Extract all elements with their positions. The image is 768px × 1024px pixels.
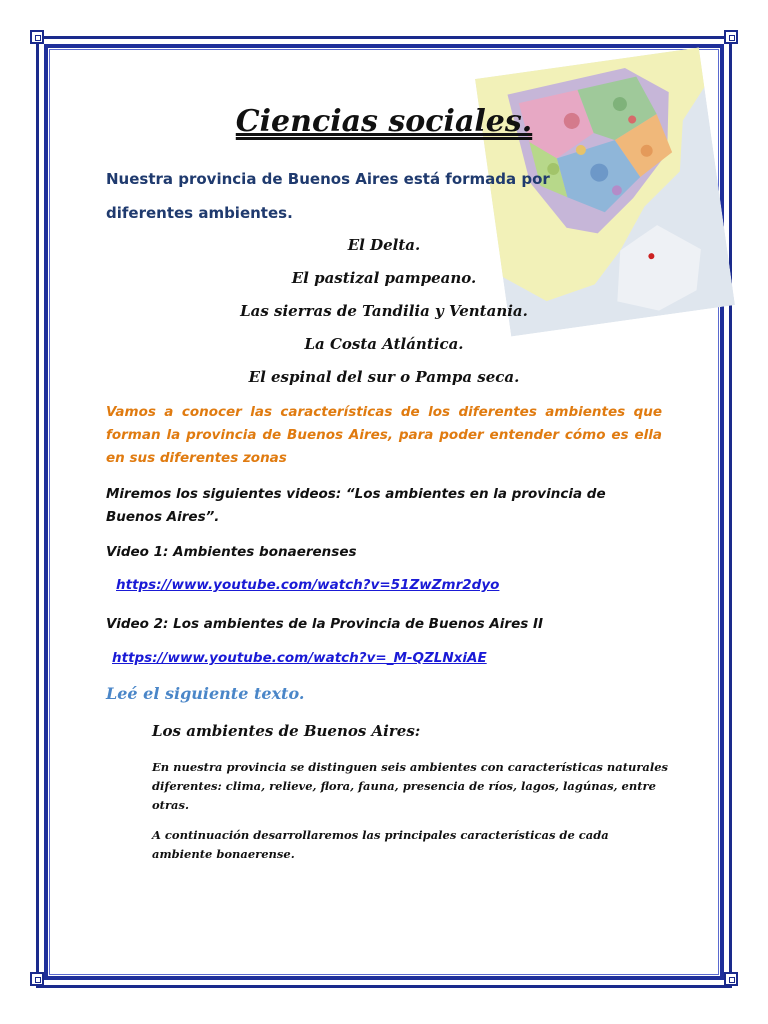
intro-text: Nuestra provincia de Buenos Aires está formada por diferentes ambientes. — [106, 170, 550, 222]
video-2-link[interactable]: https://www.youtube.com/watch?v=_M-QZLNxiAE — [112, 650, 487, 666]
border-corner-bottom-right — [724, 972, 738, 986]
orange-paragraph: Vamos a conocer las características de los diferentes ambientes que forman la provincia de Buenos Aires, para poder entender cómo es ella en sus diferentes zonas — [106, 404, 662, 466]
ambiente-item: Las sierras de Tandilia y Ventania. — [240, 302, 528, 320]
video-1-label: Video 1: Ambientes bonaerenses — [106, 544, 357, 560]
border-corner-top-left — [30, 30, 44, 44]
ambiente-item: El espinal del sur o Pampa seca. — [248, 368, 520, 386]
section-subtitle: Los ambientes de Buenos Aires: — [152, 722, 421, 740]
paragraph-1: En nuestra provincia se distinguen seis ambientes con características naturales diferentes: clima, relieve, flora, fauna, presencia de ríos, lagos, lagúnas, entre otras. — [152, 760, 669, 812]
video-1-link[interactable]: https://www.youtube.com/watch?v=51ZwZmr2dyo — [116, 577, 500, 593]
video-2-label: Video 2: Los ambientes de la Provincia de Buenos Aires II — [106, 616, 544, 632]
videos-intro: Miremos los siguientes videos: “Los ambientes en la provincia de Buenos Aires”. — [106, 486, 606, 525]
ambiente-item: El pastizal pampeano. — [291, 269, 477, 287]
read-prompt: Leé el siguiente texto. — [106, 684, 305, 703]
paragraph-2: A continuación desarrollaremos las principales características de cada ambiente bonaerense. — [152, 828, 609, 861]
page-title: Ciencias sociales. — [235, 104, 533, 139]
border-corner-top-right — [724, 30, 738, 44]
ambiente-item: El Delta. — [347, 236, 421, 254]
border-corner-bottom-left — [30, 972, 44, 986]
ambiente-item: La Costa Atlántica. — [304, 335, 464, 353]
